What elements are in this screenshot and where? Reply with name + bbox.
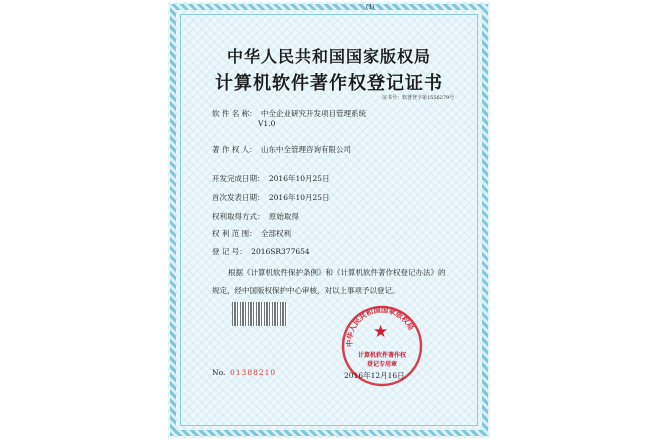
field-registration-number — [212, 246, 310, 257]
legal-paragraph-line1: 根据《计算机软件保护条例》和《计算机软件著作权登记办法》的 — [228, 268, 446, 277]
certificate-number: 证书号：软著登字第1556279号 — [382, 95, 455, 101]
serial-number: 01388210 — [230, 368, 277, 377]
field-label: 权利取得方式： — [212, 212, 265, 221]
serial-label: No. — [212, 368, 226, 377]
field-value: 2016年10月25日 — [268, 174, 330, 183]
field-label: 登 记 号： — [212, 247, 247, 256]
field-first-publication-date — [212, 192, 330, 203]
seal-ring-text: 中华人民共和国国家版权局 — [344, 305, 416, 348]
top-mark: (1) — [366, 4, 375, 11]
seal-star-icon: ★ — [373, 322, 389, 342]
field-value: 中全企业研究开发项目管理系统 — [261, 109, 367, 118]
field-rights-scope — [212, 228, 291, 239]
certificate — [168, 2, 490, 438]
field-label: 软 件 名 称： — [212, 109, 257, 118]
issue-date: 2016年12月16日 — [344, 371, 405, 380]
field-value: 2016年10月25日 — [268, 193, 330, 202]
legal-paragraph-line2: 规定，经中国版权保护中心审核，对以上事项予以登记。 — [212, 286, 400, 295]
field-label: 著 作 权 人： — [212, 145, 257, 154]
field-acquisition-method — [212, 211, 299, 222]
field-software-name — [212, 108, 366, 119]
field-value: 山东中全管理咨询有限公司 — [261, 145, 352, 154]
barcode — [232, 302, 288, 326]
certificate-title: 计算机软件著作权登记证书 — [215, 73, 443, 94]
field-label: 权 利 范 围： — [212, 229, 257, 238]
field-copyright-owner — [212, 144, 351, 155]
seal-center-line1: 计算机软件著作权 — [357, 352, 406, 359]
field-label: 首次发表日期： — [212, 193, 265, 202]
field-label: 开发完成日期： — [212, 174, 265, 183]
seal-center-line2: 登记专用章 — [366, 361, 397, 368]
issuer-title: 中华人民共和国国家版权局 — [226, 47, 431, 66]
software-version: V1.0 — [258, 119, 276, 128]
field-value: 2016SR377654 — [251, 247, 310, 256]
field-value: 原始取得 — [268, 212, 299, 221]
field-value: 全部权利 — [261, 229, 292, 238]
field-dev-completion-date — [212, 173, 330, 184]
